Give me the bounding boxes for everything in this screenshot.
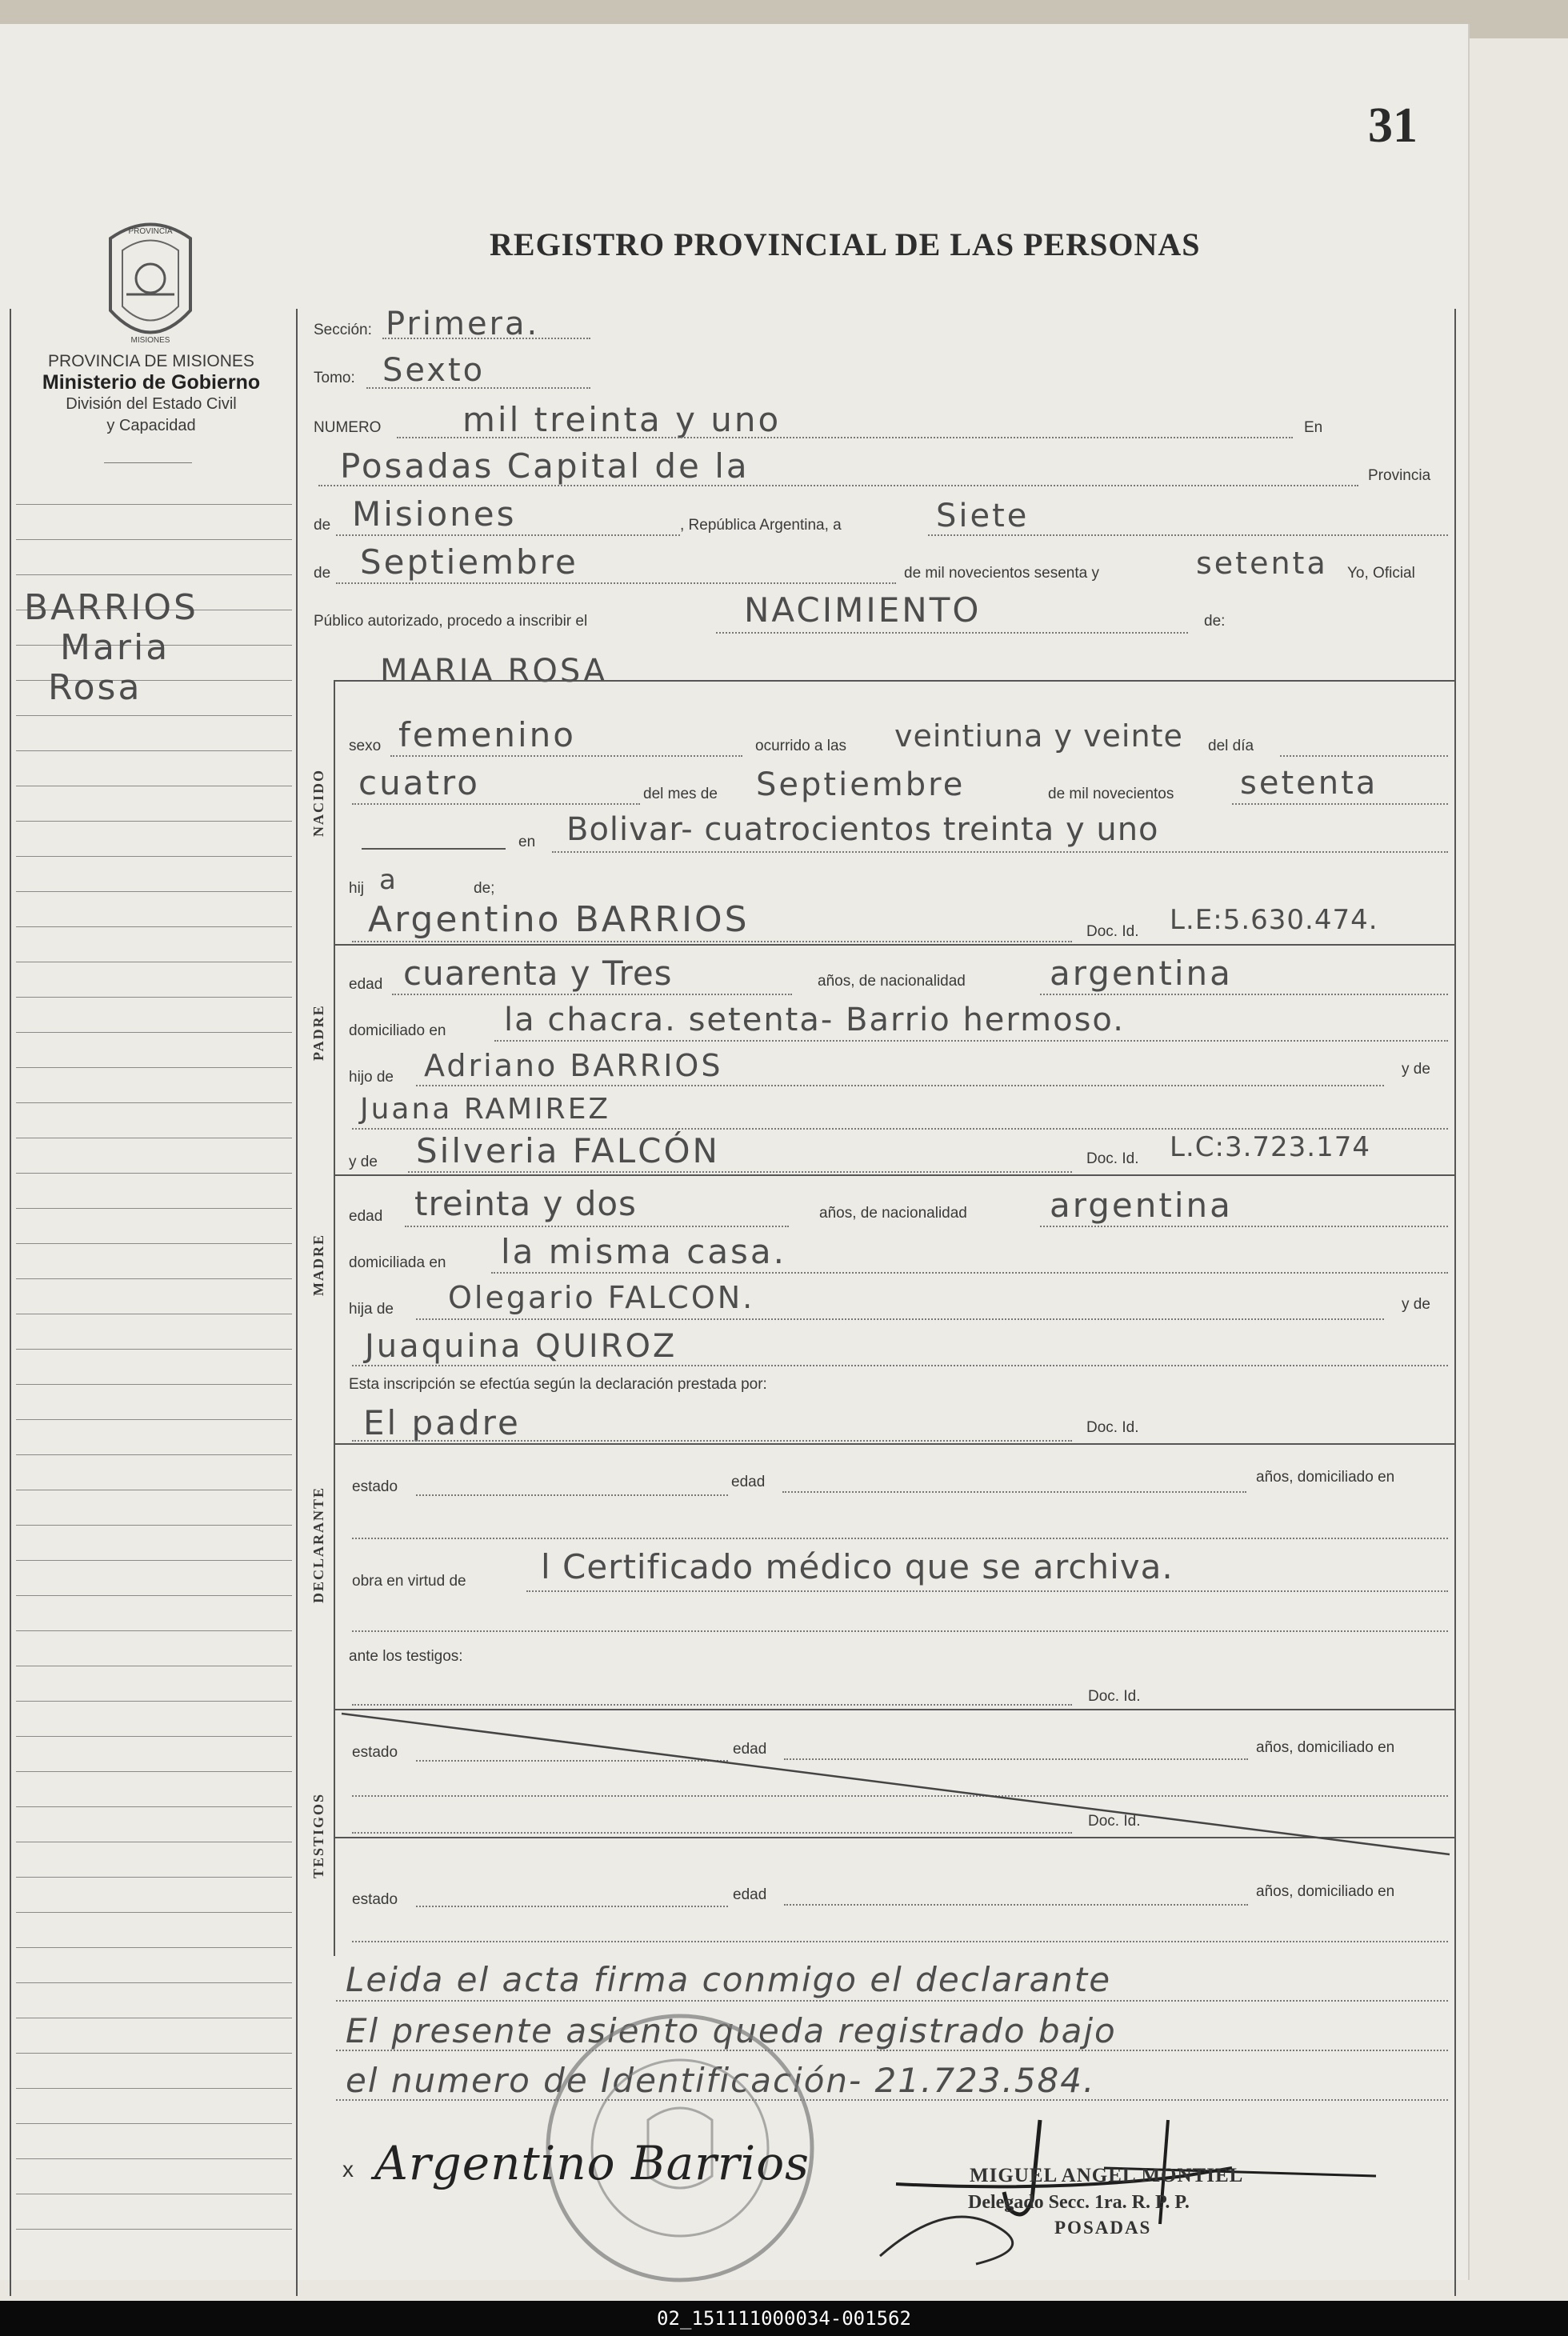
value-nombre: MARIA ROSA: [380, 653, 608, 690]
ministry-name: Ministerio de Gobierno: [42, 371, 261, 394]
line-padre-dom: [494, 1040, 1448, 1042]
line-lugar-nac: [552, 851, 1448, 853]
closing-line-3: el numero de Identificación- 21.723.584.: [346, 2061, 1096, 2100]
label-yo-oficial: Yo, Oficial: [1347, 565, 1415, 582]
official-place: POSADAS: [1054, 2218, 1152, 2238]
line-tomo: [366, 387, 590, 389]
left-margin-rule: [16, 1349, 292, 1350]
value-anio: setenta: [1196, 546, 1328, 581]
label-domiciliado-padre: domiciliado en: [349, 1022, 446, 1039]
blank-underline: [362, 848, 506, 850]
value-madre-padre: Olegario FALCON.: [448, 1280, 755, 1315]
closing-line-1: Leida el acta firma conmigo el declarante: [346, 1960, 1112, 1999]
value-mes-nac: Septiembre: [756, 766, 966, 803]
divider-madre-top: [334, 1174, 1454, 1176]
closing-line-2: El presente asiento queda registrado bajo: [346, 2011, 1117, 2050]
value-seccion: Primera.: [386, 306, 540, 342]
left-column-border: [296, 309, 298, 2296]
label-doc-testigo2: Doc. Id.: [1088, 1813, 1141, 1830]
value-padre-nac: argentina: [1050, 954, 1233, 993]
label-del-dia: del día: [1208, 738, 1254, 754]
line-estado-declarante: [416, 1494, 728, 1496]
footer-caption: 02_151111000034-001562: [657, 2307, 911, 2330]
value-lugar: Posadas Capital de la: [340, 446, 750, 486]
left-margin-rule: [16, 1208, 292, 1209]
line-seccion: [382, 338, 590, 339]
left-margin-rule: [16, 1067, 292, 1068]
right-border: [1454, 309, 1456, 2296]
value-padre-nombre: Argentino BARRIOS: [368, 899, 750, 940]
left-margin-rule: [16, 856, 292, 857]
label-ante-testigos: ante los testigos:: [349, 1648, 463, 1665]
declarante-signature: Argentino Barrios: [374, 2136, 810, 2190]
label-en: En: [1304, 419, 1323, 436]
label-sexo: sexo: [349, 738, 382, 754]
label-edad-padre: edad: [349, 976, 383, 993]
value-madre-nac: argentina: [1050, 1186, 1233, 1225]
left-margin-rule: [16, 1278, 292, 1279]
value-hora: veintiuna y veinte: [894, 718, 1183, 754]
page-title: REGISTRO PROVINCIAL DE LAS PERSONAS: [490, 226, 1201, 262]
line-madre-madre: [352, 1365, 1448, 1366]
line-madre-padre: [416, 1318, 1384, 1320]
margin-name: [24, 588, 198, 708]
line-acto: [716, 632, 1188, 634]
left-margin-rule: [16, 1947, 292, 1948]
label-edad-testigo2: edad: [733, 1886, 767, 1903]
ministry-divider: [104, 462, 192, 463]
line-madre-dom: [491, 1272, 1448, 1274]
label-doc-testigo1: Doc. Id.: [1088, 1688, 1141, 1705]
label-anos-dom-testigo1: años, domiciliado en: [1256, 1739, 1395, 1756]
left-outer-border: [10, 309, 11, 2296]
line-cierre-2: [336, 2050, 1448, 2051]
line-provincia: [336, 534, 680, 536]
left-margin-rule: [16, 750, 292, 751]
line-obra: [526, 1590, 1448, 1592]
seal-bottom-text: MISIONES: [130, 336, 170, 345]
label-estado-testigo2: estado: [352, 1891, 398, 1908]
label-doc-padre: Doc. Id.: [1086, 923, 1139, 940]
value-numero: mil treinta y uno: [462, 400, 782, 439]
left-margin-rule: [16, 1173, 292, 1174]
value-dia-nac: cuatro: [358, 763, 480, 802]
label-obra: obra en virtud de: [352, 1573, 466, 1590]
value-dia: Siete: [936, 498, 1030, 534]
section-testigos: TESTIGOS: [310, 1792, 326, 1878]
left-margin-rule: [16, 1102, 292, 1103]
label-ocurrido: ocurrido a las: [755, 738, 847, 754]
left-margin-rule: [16, 1243, 292, 1244]
line-padre-nac: [1040, 994, 1448, 995]
label-publico: Público autorizado, procedo a inscribir el: [314, 613, 588, 630]
section-padre: PADRE: [310, 1004, 326, 1061]
margin-first-name: Maria: [60, 627, 170, 668]
left-margin-rule: [16, 1912, 292, 1913]
value-provincia: Misiones: [352, 494, 517, 534]
value-mes: Septiembre: [360, 542, 578, 582]
left-margin-rule: [16, 1032, 292, 1033]
left-margin-rule: [16, 1419, 292, 1420]
value-tomo: Sexto: [382, 352, 486, 389]
value-acto: NACIMIENTO: [744, 590, 982, 630]
label-estado-declarante: estado: [352, 1478, 398, 1495]
left-margin-rule: [16, 821, 292, 822]
line-declarante-dom: [352, 1538, 1448, 1539]
left-margin-rule: [16, 1806, 292, 1807]
value-lugar-nac: Bolivar- cuatrocientos treinta y uno: [566, 811, 1159, 848]
left-margin-rule: [16, 2088, 292, 2089]
section-declarante: DECLARANTE: [310, 1486, 326, 1603]
left-margin-rule: [16, 1877, 292, 1878]
label-del-mes-de: del mes de: [643, 786, 718, 802]
label-de-colon: de:: [1204, 613, 1226, 630]
label-hijo-de: hijo de: [349, 1069, 394, 1086]
line-madre-edad: [405, 1226, 789, 1227]
left-margin-rule: [16, 2123, 292, 2124]
label-tomo: Tomo:: [314, 370, 355, 386]
value-padre-padre: Adriano BARRIOS: [424, 1048, 723, 1083]
line-padre-padre: [416, 1085, 1384, 1086]
label-republica: , República Argentina, a: [680, 517, 842, 534]
value-sexo: femenino: [398, 715, 576, 754]
left-margin-rule: [16, 574, 292, 575]
label-de-hij: de;: [474, 880, 495, 897]
left-margin-rule: [16, 1982, 292, 1983]
label-doc-madre: Doc. Id.: [1086, 1150, 1139, 1167]
label-doc-declarante: Doc. Id.: [1086, 1419, 1139, 1436]
divider-padre-top: [334, 944, 1454, 946]
divider-nacido-top: [334, 680, 1454, 682]
seal-top-text: PROVINCIA: [128, 227, 173, 236]
line-dia-nac: [352, 803, 640, 805]
line-cierre-1: [336, 2000, 1448, 2002]
value-padre-madre: Juana RAMIREZ: [360, 1093, 611, 1126]
line-obra-2: [352, 1630, 1448, 1632]
label-y-de-padre: y de: [1402, 1061, 1430, 1078]
label-en-lugar: en: [518, 834, 536, 850]
label-anos-dom-declarante: años, domiciliado en: [1256, 1469, 1395, 1486]
line-mes: [336, 582, 896, 584]
label-hija-de: hija de: [349, 1301, 394, 1318]
left-margin-rule: [16, 1560, 292, 1561]
line-cierre-3: [336, 2099, 1448, 2101]
line-dia: [928, 534, 1448, 536]
left-margin-rule: [16, 997, 292, 998]
provincial-seal-icon: [94, 214, 206, 358]
line-padre-nombre: [352, 941, 1072, 942]
line-testigo2-dom: [352, 1941, 1448, 1942]
line-anio-nac: [1232, 803, 1448, 805]
line-sexo: [390, 755, 742, 757]
label-seccion: Sección:: [314, 322, 372, 338]
left-margin-rule: [16, 891, 292, 892]
left-margin-rule: [16, 926, 292, 927]
line-padre-madre: [352, 1128, 1448, 1130]
value-anio-nac: setenta: [1240, 765, 1378, 802]
ministry-province: PROVINCIA DE MISIONES: [48, 352, 254, 370]
left-margin-rule: [16, 1630, 292, 1631]
label-edad-madre: edad: [349, 1208, 383, 1225]
value-declarante: El padre: [363, 1403, 521, 1442]
left-margin-rule: [16, 2158, 292, 2159]
line-edad-declarante: [782, 1491, 1246, 1493]
label-inscripcion: Esta inscripción se efectúa según la declaración prestada por:: [349, 1376, 767, 1393]
official-name: MIGUEL ANGEL MONTIEL: [970, 2165, 1244, 2186]
left-margin-rule: [16, 2053, 292, 2054]
divider-declarante-top: [334, 1443, 1454, 1445]
label-de-mil-novecientos: de mil novecientos sesenta y: [904, 565, 1099, 582]
label-estado-testigo1: estado: [352, 1744, 398, 1761]
signature-x-mark: x: [342, 2157, 354, 2182]
line-declarante: [352, 1440, 1072, 1442]
value-madre-nombre: Silveria FALCÓN: [416, 1131, 720, 1170]
label-provincia: Provincia: [1368, 467, 1431, 484]
value-madre-doc: L.C:3.723.174: [1170, 1131, 1370, 1163]
line-edad-testigo2: [784, 1904, 1248, 1906]
label-de-mil-novecientos-2: de mil novecientos: [1048, 786, 1174, 802]
label-hij: hij: [349, 880, 365, 897]
value-padre-dom: la chacra. setenta- Barrio hermoso.: [504, 1002, 1125, 1038]
value-padre-edad: cuarenta y Tres: [403, 954, 673, 993]
label-anos-dom-testigo2: años, domiciliado en: [1256, 1883, 1395, 1900]
left-margin-rule: [16, 1595, 292, 1596]
label-y-de-madre-2: y de: [1402, 1296, 1430, 1313]
label-edad-declarante: edad: [731, 1474, 766, 1490]
left-margin-rule: [16, 1736, 292, 1737]
label-edad-testigo1: edad: [733, 1741, 767, 1758]
left-margin-rule: [16, 1384, 292, 1385]
line-estado-testigo2: [416, 1906, 728, 1907]
label-y-de-madre: y de: [349, 1154, 378, 1170]
label-domiciliada-madre: domiciliada en: [349, 1254, 446, 1271]
label-de-mes: de: [314, 565, 331, 582]
label-anos-nac-padre: años, de nacionalidad: [818, 973, 966, 990]
testigos-cancel-stroke: [334, 1704, 1454, 1864]
left-margin-rule: [16, 715, 292, 716]
label-numero: NUMERO: [314, 419, 382, 436]
left-margin-rule: [16, 2229, 292, 2230]
margin-second-name: Rosa: [48, 667, 142, 708]
left-margin-rule: [16, 539, 292, 540]
value-padre-doc: L.E:5.630.474.: [1170, 904, 1378, 936]
section-madre: MADRE: [310, 1234, 326, 1296]
label-anos-nac-madre: años, de nacionalidad: [819, 1205, 967, 1222]
margin-surname: BARRIOS: [24, 587, 198, 628]
value-madre-edad: treinta y dos: [414, 1184, 637, 1223]
line-del-dia: [1280, 755, 1448, 757]
document-page: [0, 24, 1470, 2280]
ministry-capacity: y Capacidad: [106, 417, 196, 434]
left-margin-rule: [16, 1701, 292, 1702]
value-hij: a: [379, 864, 398, 896]
ministry-division: División del Estado Civil: [66, 395, 237, 413]
value-madre-dom: la misma casa.: [501, 1232, 787, 1271]
line-numero: [397, 437, 1293, 438]
label-de-provincia: de: [314, 517, 331, 534]
left-margin-rule: [16, 504, 292, 505]
left-margin-rule: [16, 1525, 292, 1526]
official-title: Delegado Secc. 1ra. R. P. P.: [968, 2192, 1190, 2213]
value-madre-madre: Juaquina QUIROZ: [365, 1328, 678, 1365]
section-nacido: NACIDO: [310, 768, 326, 837]
value-obra: l Certificado médico que se archiva.: [541, 1547, 1174, 1586]
line-madre-nac: [1040, 1226, 1448, 1227]
line-lugar: [318, 485, 1358, 486]
ministry-block: [11, 350, 291, 437]
left-margin-rule: [16, 1454, 292, 1455]
page-number: 31: [1368, 98, 1418, 153]
footer-bar: [0, 2301, 1568, 2336]
line-madre-nombre: [408, 1171, 1072, 1173]
line-padre-edad: [392, 994, 792, 995]
left-margin-rule: [16, 1771, 292, 1772]
